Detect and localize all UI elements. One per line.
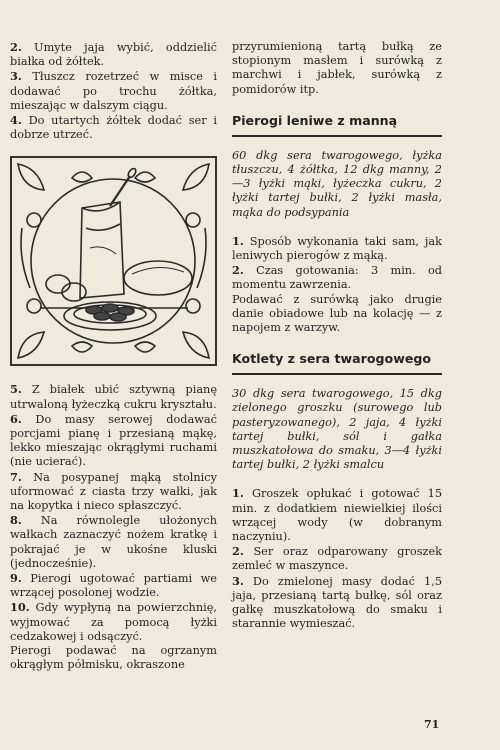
kitchen-still-life-illustration [10, 156, 217, 366]
step-number: 8. [10, 513, 22, 528]
right-column [232, 40, 442, 632]
step-text: Na równolegle ułożonych wałkach zaznaczyć nożem kratkę i pokrajać je w ukośne kluski (jednocześnie). [10, 514, 217, 570]
corner-ornament [183, 164, 209, 190]
step-number: 9. [10, 571, 22, 586]
continuation-text: przyrumienioną tartą bułką ze stopionym masłem i surówką z marchwi i jabłek, surówką z pomidorów itp. [232, 40, 442, 96]
bread-loaf [124, 261, 192, 295]
recipe-steps [232, 234, 442, 335]
border-vine [197, 228, 206, 288]
step-text: Z białek ubić sztywną pianę utrwaloną łyżeczką cukru kryształu. [10, 383, 218, 411]
recipe-step [10, 113, 217, 142]
recipe-step [232, 263, 442, 292]
step-text: Ser oraz odparowany groszek zemleć w maszynce. [232, 545, 443, 573]
illustration-drawing [12, 158, 215, 364]
recipe-step [232, 234, 442, 263]
flour-jar [80, 202, 124, 298]
recipe-step [10, 571, 217, 600]
step-number: 2. [232, 263, 244, 278]
recipe-step [10, 382, 217, 411]
recipe-step [10, 644, 217, 672]
recipe-step [232, 544, 442, 573]
step-number: 5. [10, 382, 22, 397]
recipe-title: Kotlety z sera twarogowego [232, 351, 432, 367]
step-text: Pierogi ugotować partiami we wrzącej posolonej wodzie. [10, 572, 217, 600]
heading-rule [232, 135, 442, 137]
recipe-step [232, 293, 442, 336]
leaf-ornament [72, 342, 92, 352]
leaf-ornament [72, 172, 92, 182]
leaf-ornament [135, 172, 155, 182]
corner-ornament [183, 332, 209, 358]
step-number: 4. [10, 113, 22, 128]
step-text: Gdy wypłyną na powierzchnię, wyjmować za pomocą łyżki cedzakowej i odsączyć. [10, 601, 217, 643]
step-text: Czas gotowania: 3 min. od momentu zawrzenia. [232, 264, 442, 292]
step-number: 10. [10, 600, 30, 615]
step-text: Na posypanej mąką stolnicy uformować z ciasta trzy wałki, jak na kopytka i nieco spłaszczyć. [10, 470, 217, 513]
step-text: Do masy serowej dodawać porcjami pianę i przesianą mąkę, lekko mieszając okrągłymi ruchami (nie ucierać). [10, 412, 217, 469]
step-number: 2. [232, 544, 244, 559]
recipe-steps [232, 486, 442, 631]
recipe-title: Pierogi leniwe z manną [232, 112, 398, 128]
ingredients-list: 30 dkg sera twarogowego, 15 dkg zielonego groszku (surowego lub pasteryzowanego), 2 jaja, 4 łyżki tartej bułki, sól i gałka muszkatołowa do smaku, 3—4 łyżki tartej bułki, 2 łyżki smalcu [232, 387, 442, 472]
step-text: Do utartych żółtek dodać ser i dobrze utrzeć. [10, 114, 217, 142]
left-column [10, 40, 217, 672]
recipe-step [10, 69, 217, 113]
step-number: 3. [10, 69, 22, 84]
page-number: 71 [424, 718, 440, 731]
recipe-step [10, 412, 217, 470]
steps-bottom [10, 382, 217, 672]
step-text: Do zmielonej masy dodać 1,5 jaja, przesianą tartą bułkę, sól oraz gałkę muszkatołową do smaku i starannie wymieszać. [232, 574, 443, 631]
step-number: 1. [232, 486, 244, 501]
recipe-step [10, 513, 217, 571]
step-number: 7. [10, 469, 22, 484]
corner-ornament [18, 164, 44, 190]
border-vine [21, 228, 30, 288]
leaf-ornament [135, 342, 155, 352]
steps-top [10, 40, 217, 142]
step-text: Pierogi podawać na ogrzanym okrągłym półmisku, okraszone [10, 644, 217, 672]
step-number: 3. [232, 573, 244, 588]
corner-ornament [18, 332, 44, 358]
step-number: 1. [232, 233, 244, 248]
step-number: 6. [10, 411, 22, 426]
step-text: Sposób wykonania taki sam, jak leniwych pierogów z mąką. [232, 234, 443, 263]
egg [62, 283, 86, 301]
step-text: Umyte jaja wybić, oddzielić białka od żółtek. [10, 41, 217, 69]
step-text: Podawać z surówką jako drugie danie obiadowe lub na kolację — z napojem z warzyw. [232, 292, 442, 335]
egg [46, 275, 70, 293]
step-number: 2. [10, 40, 22, 54]
recipe-step [232, 486, 442, 544]
ingredients-list: 60 dkg sera twarogowego, łyżka tłuszczu, 4 żółtka, 12 dkg manny, 2—3 łyżki mąki, łyżeczka cukru, 2 łyżki tartej bułki, 2 łyżki masła, mąka do podsypania [232, 148, 442, 219]
recipe-step [10, 40, 217, 69]
step-text: Tłuszcz rozetrzeć w misce i dodawać po trochu żółtka, mieszając w dalszym ciągu. [10, 70, 218, 112]
step-text: Groszek opłukać i gotować 15 min. z dodatkiem niewielkiej ilości wrzącej wody (w dobranym naczyniu). [232, 487, 443, 544]
recipe-step [10, 600, 217, 644]
recipe-step [10, 470, 217, 514]
recipe-step [232, 574, 442, 632]
heading-rule [232, 373, 442, 375]
